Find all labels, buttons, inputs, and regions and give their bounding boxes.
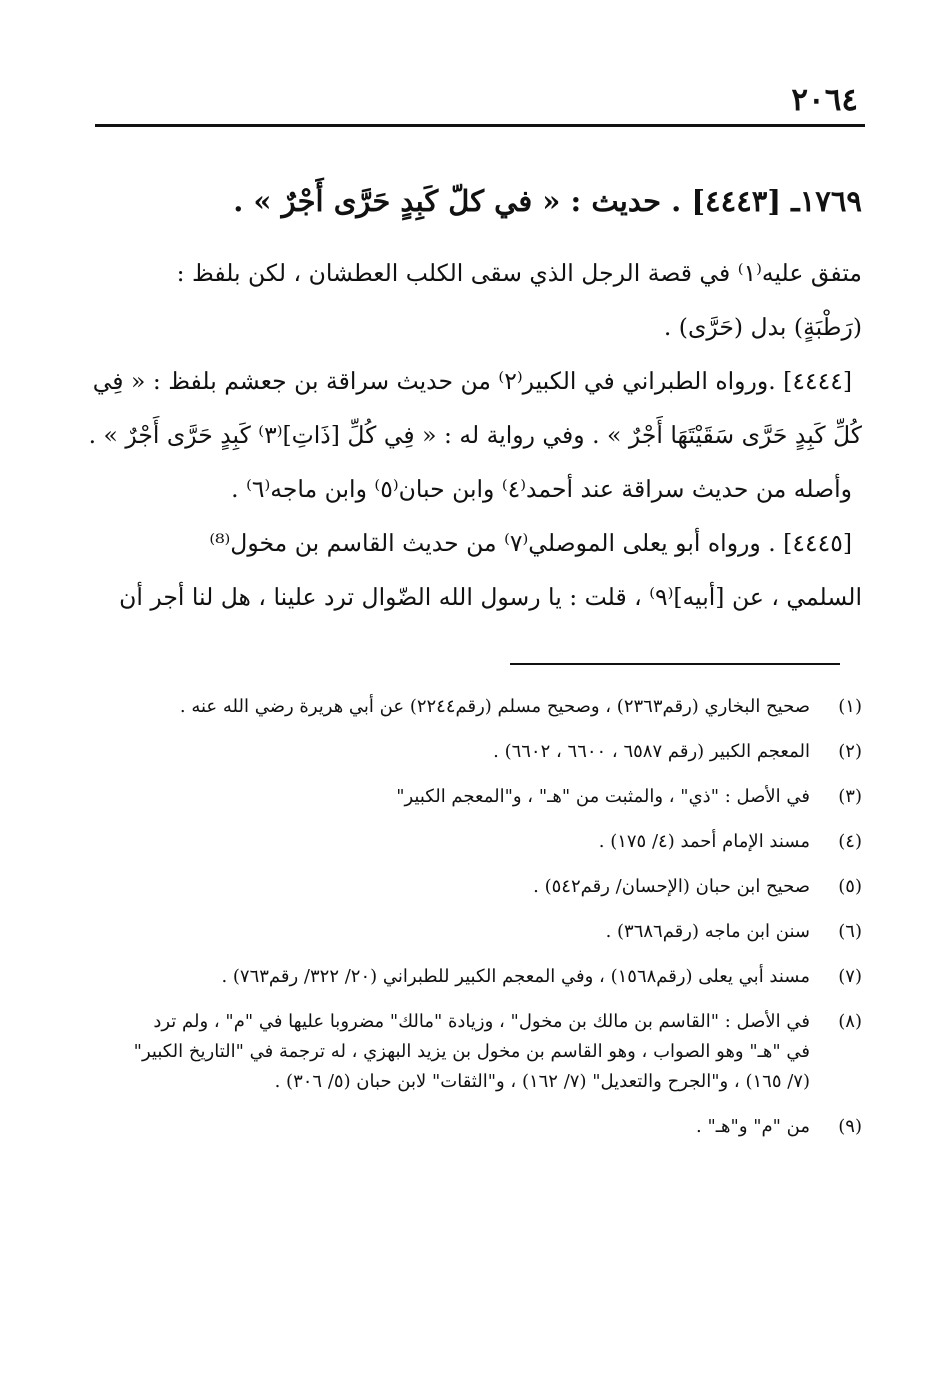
text-line: متفق عليه⁽١⁾ في قصة الرجل الذي سقى الكلب العطشان ، لكن بلفظ :: [176, 259, 862, 287]
footnote-text: في الأصل : "القاسم بن مالك بن مخول" ، وزيادة "مالك" مضروبا عليها في "م" ، ولم ترد: [153, 1011, 810, 1032]
text-line: [٤٤٤٤] .ورواه الطبراني في الكبير⁽٢⁾ من حديث سراقة بن جعشم بلفظ : « فِي: [92, 367, 852, 395]
footnote-text: صحيح البخاري (رقم٢٣٦٣) ، وصحيح مسلم (رقم٢٢٤٤) عن أبي هريرة رضي الله عنه .: [179, 696, 810, 717]
footnote-number: (٥): [838, 876, 862, 897]
hadith-heading: ١٧٦٩ـ [٤٤٤٣] . حديث : « في كلّ كَبِدٍ حَرَّى أَجْرٌ » .: [233, 184, 862, 218]
footnote-number: (١): [838, 696, 862, 717]
footnote: [90, 737, 862, 767]
footnote: [90, 872, 862, 902]
footnote-text: من "م" و"هـ" .: [696, 1116, 810, 1137]
footnote-number: (٨): [838, 1011, 862, 1032]
footnote-number: (٤): [838, 831, 862, 852]
footnote-number: (٦): [838, 921, 862, 942]
text-line: السلمي ، عن [أبيه]⁽٩⁾ ، قلت : يا رسول الله الضّوال ترد علينا ، هل لنا أجر أن: [119, 583, 862, 611]
footnote-number: (٢): [838, 741, 862, 762]
footnote-number: (٧): [838, 966, 862, 987]
footnote-text: صحيح ابن حبان (الإحسان/ رقم٥٤٢) .: [533, 876, 810, 897]
footnote-text: المعجم الكبير (رقم ٦٥٨٧ ، ٦٦٠٠ ، ٦٦٠٢) .: [493, 741, 810, 762]
footnote: [90, 962, 862, 992]
footnote-text: (٧/ ١٦٥) ، و"الجرح والتعديل" (٧/ ١٦٢) ، و"الثقات" لابن حبان (٥/ ٣٠٦) .: [274, 1071, 810, 1092]
footnote: [90, 827, 862, 857]
text-line: (رَطْبَةٍ) بدل (حَرَّى) .: [663, 313, 862, 341]
footnote: [90, 1112, 862, 1142]
text-line: كُلِّ كَبِدٍ حَرَّى سَقَيْتَهَا أَجْرٌ » . وفي رواية له : « فِي كُلِّ [ذَاتِ]⁽٣⁾ كَبِدٍ حَرَّى أَجْرٌ » .: [88, 421, 862, 449]
footnote: [90, 692, 862, 722]
footnote-number: (٣): [838, 786, 862, 807]
footnotes: [90, 692, 862, 1157]
text-line: [٤٤٤٥] . ورواه أبو يعلى الموصلي⁽٧⁾ من حديث القاسم بن مخول⁽⁸⁾: [209, 529, 852, 557]
main-text: [85, 246, 862, 624]
footnote: [90, 917, 862, 947]
footnote-separator: [510, 663, 840, 665]
footnote-number: (٩): [838, 1116, 862, 1137]
footnote: [90, 1007, 862, 1097]
text-line: وأصله من حديث سراقة عند أحمد⁽٤⁾ وابن حبان⁽٥⁾ وابن ماجه⁽٦⁾ .: [231, 475, 852, 503]
footnote-text: سنن ابن ماجه (رقم٣٦٨٦) .: [605, 921, 810, 942]
footnote-text: في الأصل : "ذي" ، والمثبت من "هـ" ، و"المعجم الكبير": [396, 786, 810, 807]
page-number: ٢٠٦٤: [791, 82, 858, 118]
footnote-text: مسند أبي يعلى (رقم١٥٦٨) ، وفي المعجم الكبير للطبراني (٢٠/ ٣٢٢/ رقم٧٦٣) .: [221, 966, 810, 987]
header-rule: [95, 124, 865, 127]
footnote-text: في "هـ" وهو الصواب ، وهو القاسم بن مخول بن يزيد البهزي ، له ترجمة في "التاريخ الكبير": [133, 1041, 810, 1062]
footnote: [90, 782, 862, 812]
footnote-text: مسند الإمام أحمد (٤/ ١٧٥) .: [598, 831, 810, 852]
